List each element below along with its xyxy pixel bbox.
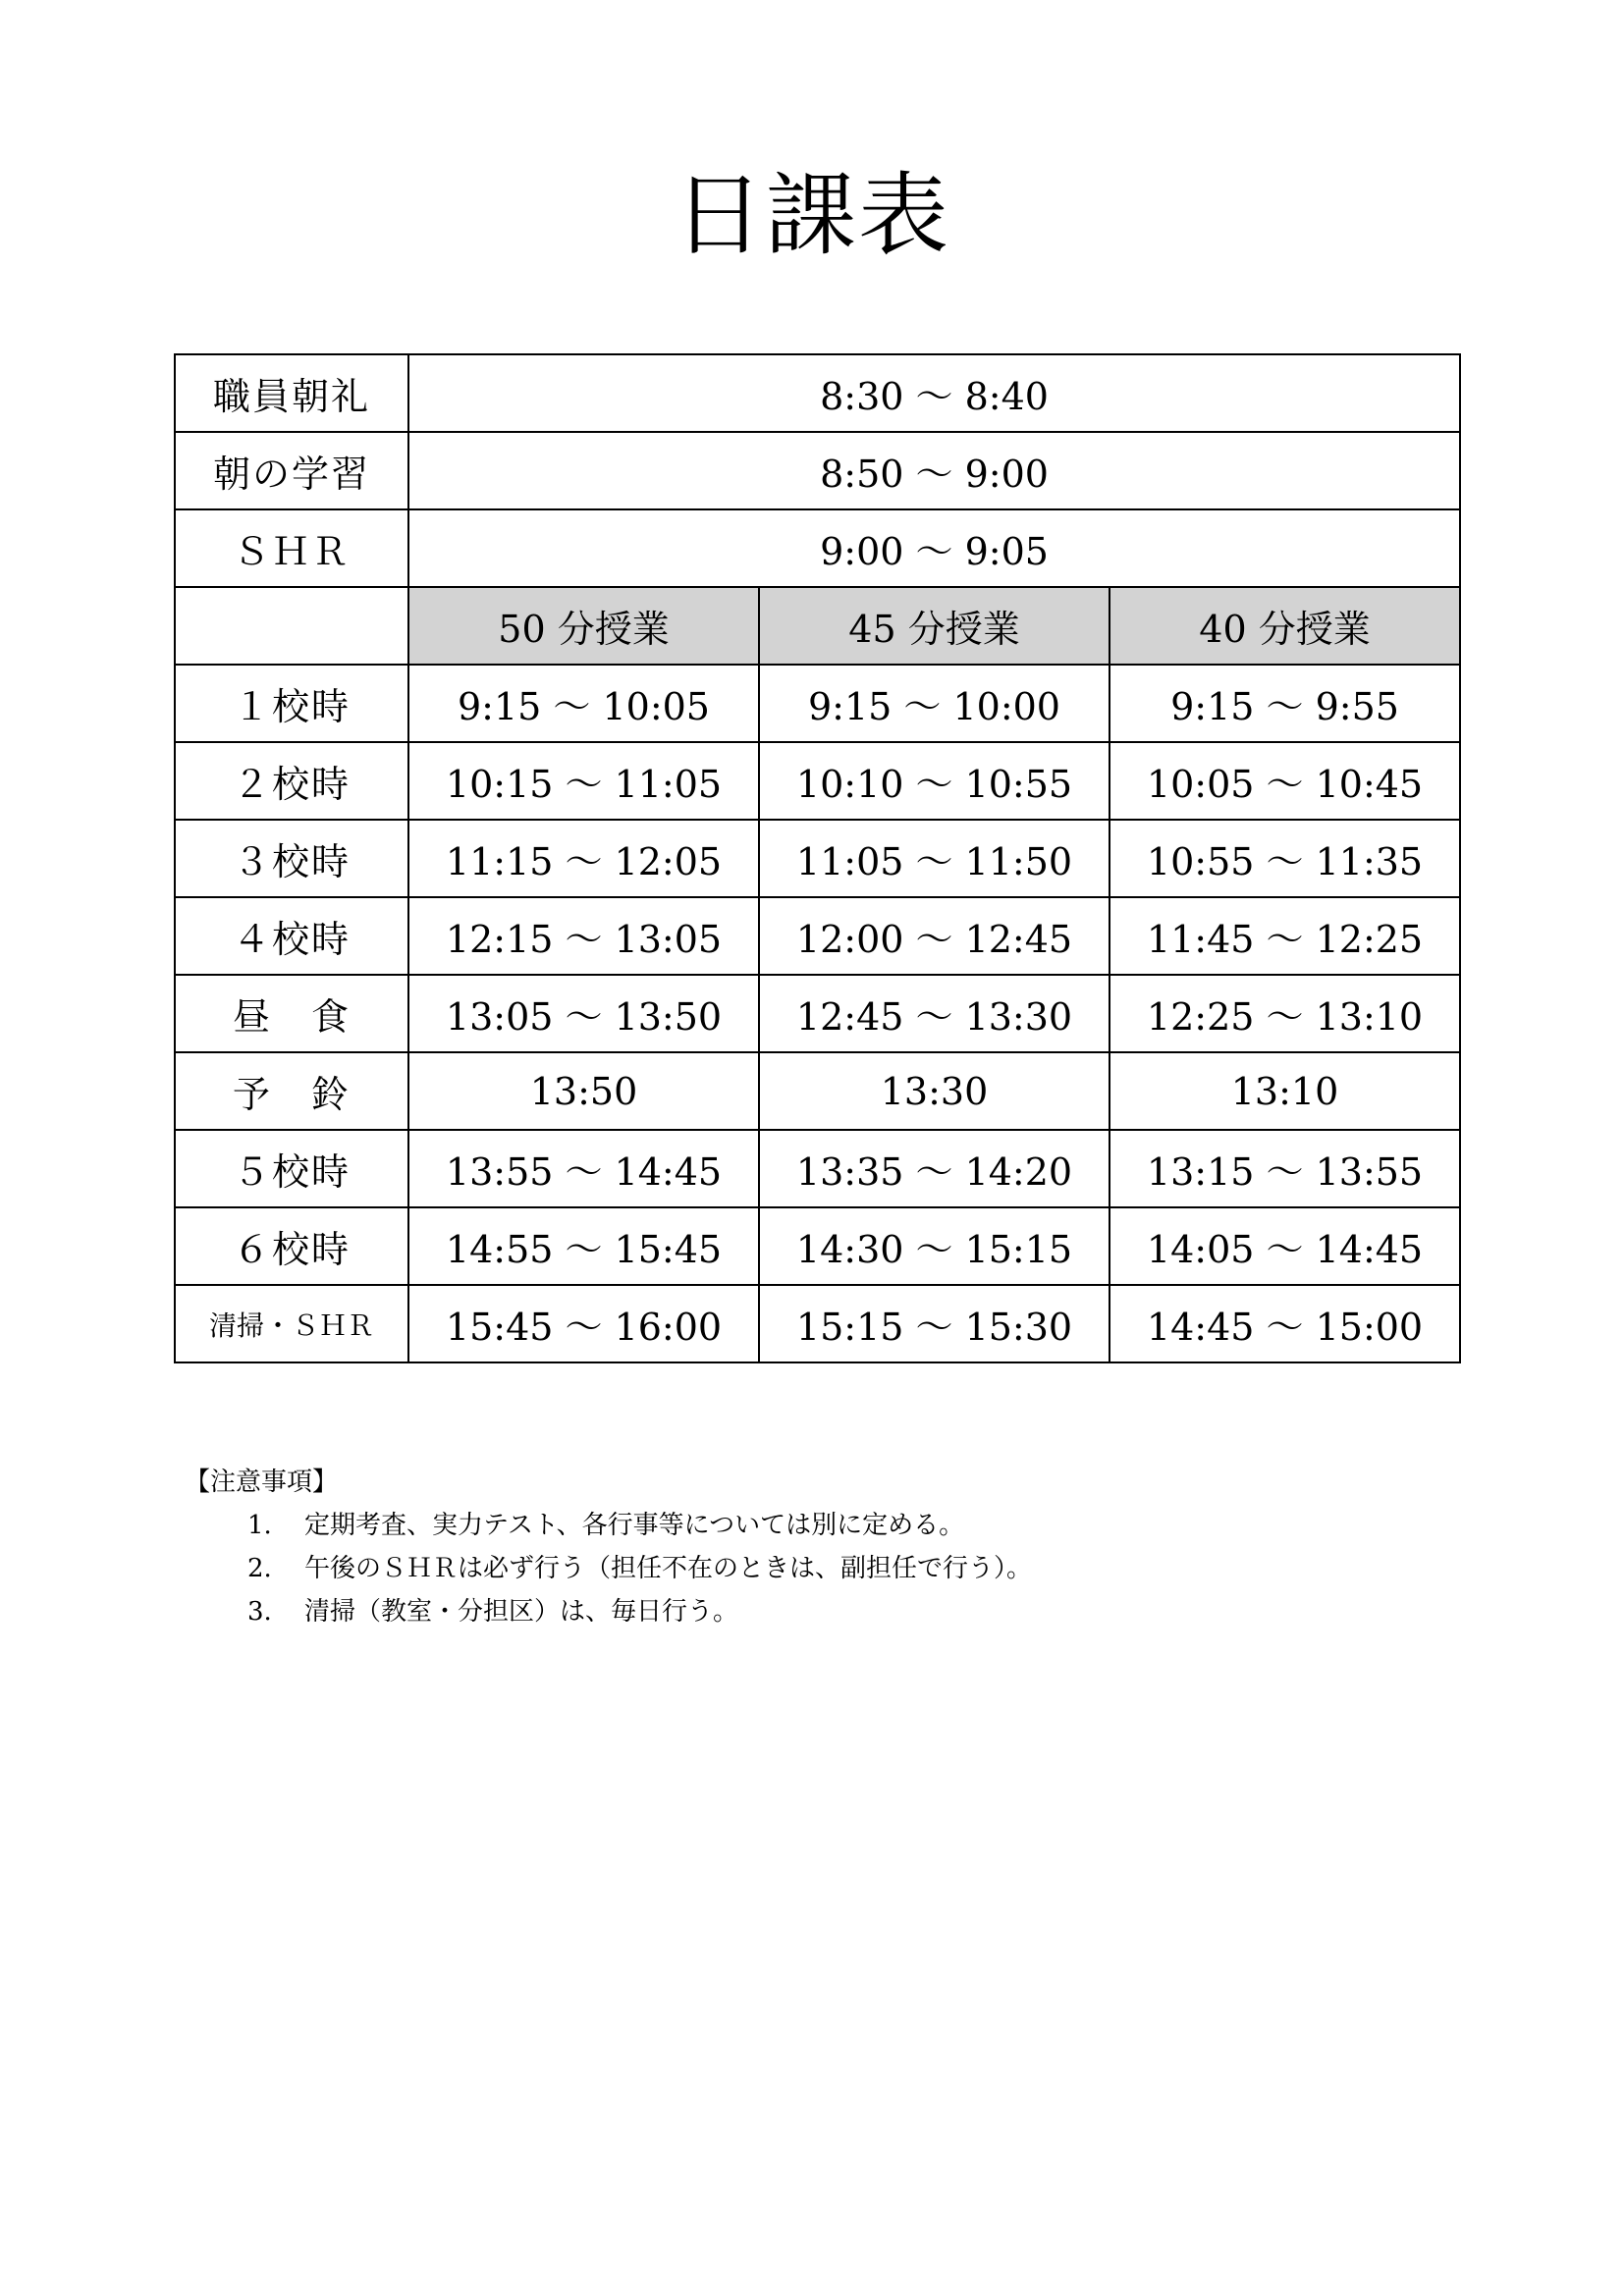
- time-cell: 8:30 〜 8:40: [408, 354, 1460, 432]
- table-row: [175, 665, 1460, 742]
- column-header: 40 分授業: [1110, 587, 1460, 665]
- time-cell: 11:15 〜 12:05: [408, 820, 759, 897]
- notes-list: [185, 1504, 1032, 1633]
- time-cell: 12:15 〜 13:05: [408, 897, 759, 975]
- table-row: [175, 820, 1460, 897]
- note-number: 2.: [247, 1554, 272, 1583]
- time-cell: 14:30 〜 15:15: [759, 1207, 1110, 1285]
- time-cell: 13:55 〜 14:45: [408, 1130, 759, 1207]
- table-row: [175, 897, 1460, 975]
- time-cell: 10:05 〜 10:45: [1110, 742, 1460, 820]
- row-label: 朝の学習: [175, 432, 408, 509]
- page-title: 日課表: [673, 163, 950, 268]
- time-cell: 13:05 〜 13:50: [408, 975, 759, 1052]
- row-label: ３校時: [175, 820, 408, 897]
- list-item: [247, 1547, 1032, 1590]
- schedule-table: [174, 353, 1461, 1363]
- table-row: [175, 1130, 1460, 1207]
- time-cell: 10:55 〜 11:35: [1110, 820, 1460, 897]
- table-row: [175, 742, 1460, 820]
- row-label: 職員朝礼: [175, 354, 408, 432]
- row-label: 昼 食: [175, 975, 408, 1052]
- time-cell: 10:10 〜 10:55: [759, 742, 1110, 820]
- table-row: [175, 1285, 1460, 1362]
- table-row: [175, 509, 1460, 587]
- row-label: ２校時: [175, 742, 408, 820]
- time-cell: 12:00 〜 12:45: [759, 897, 1110, 975]
- time-cell: 9:15 〜 10:00: [759, 665, 1110, 742]
- notes-heading: 【注意事項】: [185, 1468, 339, 1497]
- time-cell: 12:45 〜 13:30: [759, 975, 1110, 1052]
- time-cell: 15:45 〜 16:00: [408, 1285, 759, 1362]
- time-cell: 13:15 〜 13:55: [1110, 1130, 1460, 1207]
- row-label: 清掃・ＳＨＲ: [175, 1285, 408, 1362]
- note-text: 定期考査、実力テスト、各行事等については別に定める。: [304, 1511, 965, 1540]
- time-cell: 9:15 〜 9:55: [1110, 665, 1460, 742]
- time-cell: 11:45 〜 12:25: [1110, 897, 1460, 975]
- time-cell: 13:50: [408, 1052, 759, 1130]
- note-text: 午後のＳＨＲは必ず行う（担任不在のときは、副担任で行う）。: [304, 1554, 1033, 1583]
- row-label: ６校時: [175, 1207, 408, 1285]
- table-row: [175, 1207, 1460, 1285]
- table-row: [175, 354, 1460, 432]
- row-label: １校時: [175, 665, 408, 742]
- column-header: 45 分授業: [759, 587, 1110, 665]
- time-cell: 8:50 〜 9:00: [408, 432, 1460, 509]
- time-cell: 12:25 〜 13:10: [1110, 975, 1460, 1052]
- note-number: 1.: [247, 1511, 272, 1540]
- column-header: 50 分授業: [408, 587, 759, 665]
- row-label: ５校時: [175, 1130, 408, 1207]
- time-cell: 13:10: [1110, 1052, 1460, 1130]
- time-cell: 9:15 〜 10:05: [408, 665, 759, 742]
- time-cell: 10:15 〜 11:05: [408, 742, 759, 820]
- row-label: ＳＨＲ: [175, 509, 408, 587]
- notes-section: [185, 1461, 1032, 1633]
- table-row: [175, 1052, 1460, 1130]
- note-text: 清掃（教室・分担区）は、毎日行う。: [304, 1597, 739, 1627]
- empty-header-cell: [175, 587, 408, 665]
- time-cell: 9:00 〜 9:05: [408, 509, 1460, 587]
- row-label: ４校時: [175, 897, 408, 975]
- time-cell: 11:05 〜 11:50: [759, 820, 1110, 897]
- time-cell: 13:35 〜 14:20: [759, 1130, 1110, 1207]
- time-cell: 14:45 〜 15:00: [1110, 1285, 1460, 1362]
- note-number: 3.: [247, 1597, 272, 1627]
- time-cell: 15:15 〜 15:30: [759, 1285, 1110, 1362]
- time-cell: 14:05 〜 14:45: [1110, 1207, 1460, 1285]
- time-cell: 14:55 〜 15:45: [408, 1207, 759, 1285]
- table-row: [175, 432, 1460, 509]
- list-item: [247, 1504, 1032, 1547]
- time-cell: 13:30: [759, 1052, 1110, 1130]
- table-header-row: [175, 587, 1460, 665]
- list-item: [247, 1590, 1032, 1633]
- row-label: 予 鈴: [175, 1052, 408, 1130]
- table-row: [175, 975, 1460, 1052]
